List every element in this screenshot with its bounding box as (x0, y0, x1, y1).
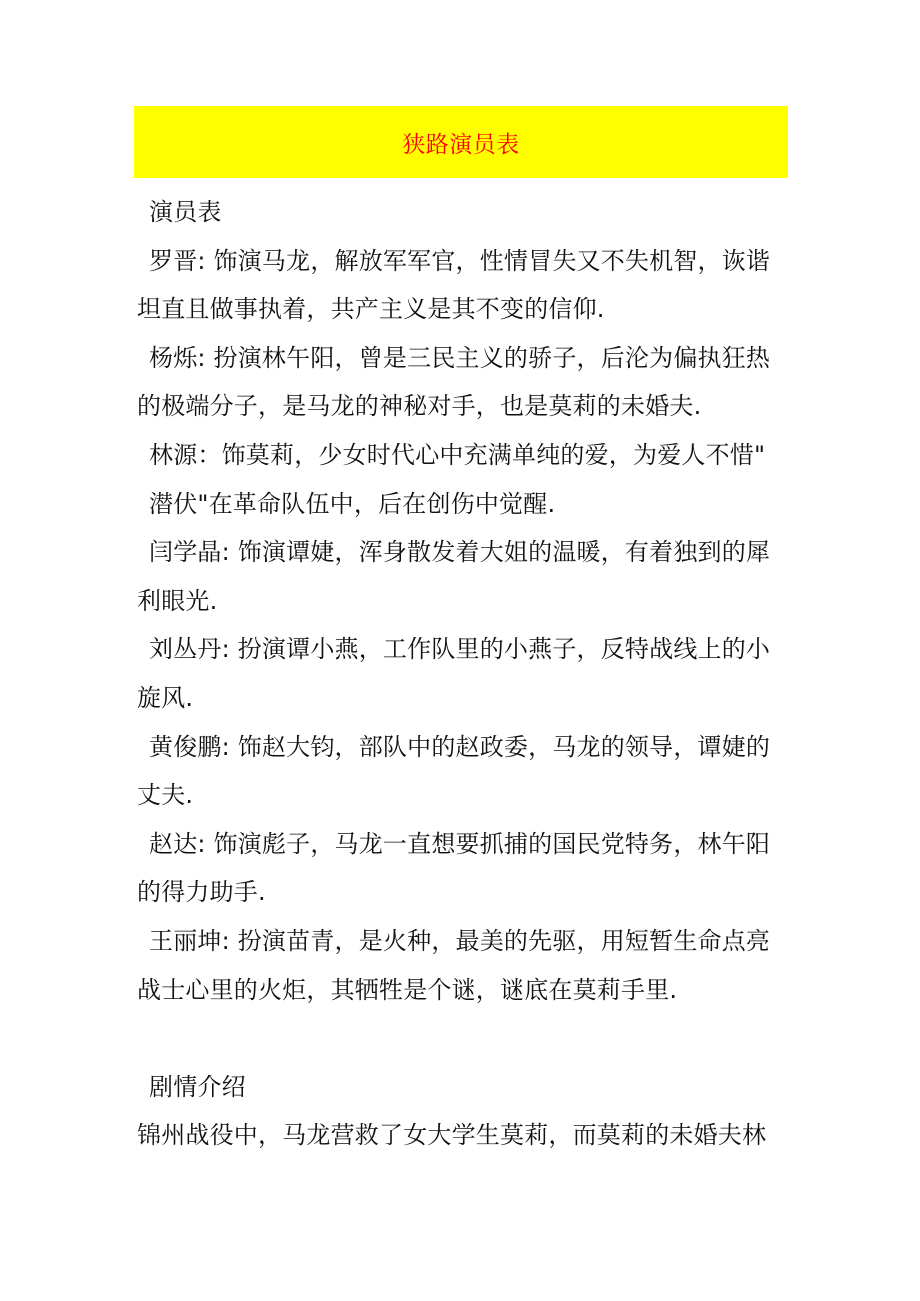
cast-entry-5-line-1: 刘丛丹: 扮演谭小燕，工作队里的小燕子，反特战线上的小 (149, 635, 771, 664)
cast-entry-1-line-2: 坦直且做事执着，共产主义是其不变的信仰. (137, 295, 605, 324)
document-title: 狭路演员表 (402, 131, 520, 158)
cast-entry-5-line-2: 旋风. (137, 683, 194, 712)
plot-heading: 剧情介绍 (149, 1072, 246, 1101)
cast-entry-7-line-2: 的得力助手. (137, 878, 266, 907)
paragraph-spacer (137, 1014, 791, 1063)
cast-entry-2-line-1: 杨烁: 扮演林午阳，曾是三民主义的骄子，后沦为偏执狂热 (149, 343, 771, 372)
cast-entry-6-line-2: 丈夫. (137, 781, 194, 810)
cast-entry-3-line-1: 林源：饰莫莉，少女时代心中充满单纯的爱，为爱人不惜" (149, 440, 766, 469)
cast-entry-2-line-2: 的极端分子，是马龙的神秘对手，也是莫莉的未婚夫. (137, 392, 702, 421)
cast-entry-4-line-1: 闫学晶: 饰演谭婕，浑身散发着大姐的温暖，有着独到的犀 (149, 538, 771, 567)
document-body (137, 188, 791, 1160)
title-banner (134, 106, 788, 178)
cast-entry-8-line-1: 王丽坤: 扮演苗青，是火种，最美的先驱，用短暂生命点亮 (149, 926, 771, 955)
cast-heading: 演员表 (149, 198, 222, 226)
cast-entry-1-line-1: 罗晋: 饰演马龙，解放军军官，性情冒失又不失机智，诙谐 (149, 246, 771, 275)
cast-entry-4-line-2: 利眼光. (137, 586, 218, 615)
cast-entry-3-line-2: 潜伏"在革命队伍中，后在创伤中觉醒. (149, 489, 556, 518)
plot-text-line-1: 锦州战役中，马龙营救了女大学生莫莉，而莫莉的未婚夫林 (137, 1121, 767, 1150)
cast-entry-7-line-1: 赵达: 饰演彪子，马龙一直想要抓捕的国民党特务，林午阳 (149, 829, 771, 858)
cast-entry-8-line-2: 战士心里的火炬，其牺牲是个谜，谜底在莫莉手里. (137, 975, 678, 1004)
cast-entry-6-line-1: 黄俊鹏: 饰赵大钧，部队中的赵政委，马龙的领导，谭婕的 (149, 732, 771, 761)
